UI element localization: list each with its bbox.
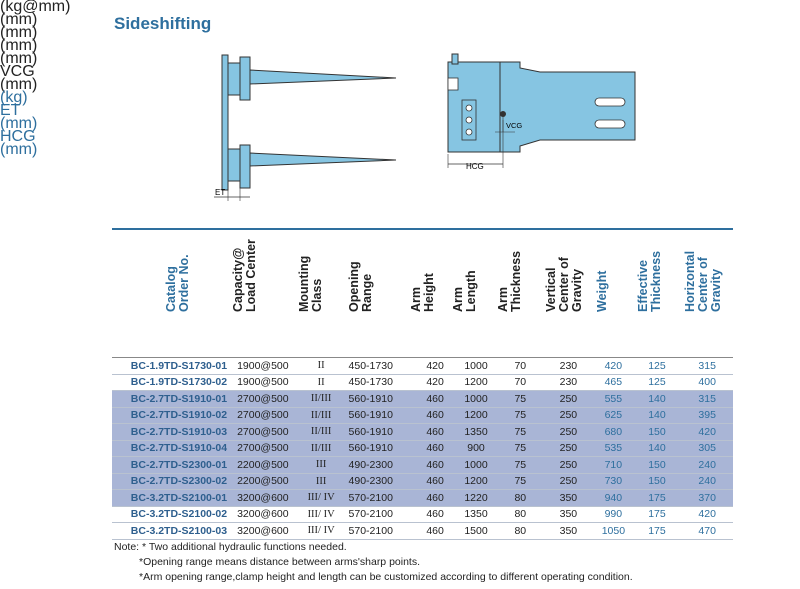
cell-hcg: 470 <box>681 523 733 540</box>
cell-et: 150 <box>633 473 682 490</box>
cell-height: 460 <box>416 490 454 507</box>
column-unit: (mm) <box>0 11 38 28</box>
cell-capacity: 2700@500 <box>231 407 302 424</box>
cell-vcg: 250 <box>543 440 595 457</box>
column-header-label: Effective Thickness <box>636 250 663 312</box>
vcg-dimension-label: VCG <box>506 121 523 130</box>
side-view-drawing <box>440 50 645 175</box>
column-unit: (kg@mm) <box>0 0 71 15</box>
page-title: Sideshifting <box>114 14 212 33</box>
cell-capacity: 1900@500 <box>231 374 302 391</box>
column-header-label: Arm Height <box>409 273 436 312</box>
cell-vcg: 250 <box>543 391 595 408</box>
cell-et: 175 <box>633 506 682 523</box>
hcg-dimension-label: HCG <box>466 162 484 171</box>
cell-class: III <box>302 473 341 490</box>
cell-thickness: 75 <box>498 424 543 441</box>
column-unit: ET (mm) <box>0 102 38 132</box>
cell-weight: 940 <box>594 490 632 507</box>
cell-catalog: BC-2.7TD-S1910-01 <box>112 391 231 408</box>
cell-thickness: 80 <box>498 506 543 523</box>
cell-range: 450-1730 <box>341 358 417 375</box>
note-line: *Arm opening range,clamp height and length can be customized according to different operating condition. <box>139 571 633 583</box>
cell-et: 140 <box>633 440 682 457</box>
cell-range: 450-1730 <box>341 374 417 391</box>
cell-class: II/III <box>302 424 341 441</box>
column-unit: (kg) <box>0 89 28 106</box>
cell-capacity: 2700@500 <box>231 424 302 441</box>
cell-hcg: 315 <box>681 391 733 408</box>
column-header-label: Arm Length <box>451 270 478 312</box>
column-header <box>409 232 436 350</box>
note-line: *Opening range means distance between arms'sharp points. <box>139 556 421 568</box>
cell-capacity: 2200@500 <box>231 473 302 490</box>
cell-class: II/III <box>302 407 341 424</box>
cell-et: 175 <box>633 523 682 540</box>
cell-length: 1000 <box>454 457 498 474</box>
table-row <box>112 374 733 391</box>
spec-table <box>112 357 733 540</box>
table-row <box>112 440 733 457</box>
cell-class: III <box>302 457 341 474</box>
cell-weight: 555 <box>594 391 632 408</box>
table-row <box>112 473 733 490</box>
column-unit: HCG (mm) <box>0 128 38 158</box>
column-header-label: Weight <box>595 270 609 312</box>
table-row <box>112 358 733 375</box>
cell-weight: 1050 <box>594 523 632 540</box>
cell-capacity: 3200@600 <box>231 490 302 507</box>
cell-thickness: 70 <box>498 358 543 375</box>
cell-hcg: 315 <box>681 358 733 375</box>
table-row <box>112 407 733 424</box>
column-header-label: Arm Thickness <box>496 250 523 312</box>
cell-range: 560-1910 <box>341 391 417 408</box>
cell-vcg: 230 <box>543 374 595 391</box>
cell-vcg: 250 <box>543 457 595 474</box>
cell-catalog: BC-2.7TD-S2300-02 <box>112 473 231 490</box>
cell-range: 560-1910 <box>341 407 417 424</box>
cell-et: 125 <box>633 358 682 375</box>
cell-hcg: 400 <box>681 374 733 391</box>
cell-weight: 420 <box>594 358 632 375</box>
column-header <box>496 232 523 350</box>
column-header-label: Capacity@ Load Center <box>231 239 258 312</box>
cell-height: 460 <box>416 473 454 490</box>
cell-weight: 535 <box>594 440 632 457</box>
column-unit: (mm) <box>0 50 38 67</box>
cell-length: 1000 <box>454 391 498 408</box>
cell-et: 140 <box>633 391 682 408</box>
cell-class: II <box>302 374 341 391</box>
column-unit: (mm) <box>0 37 38 54</box>
column-header <box>347 232 374 350</box>
cell-catalog: BC-2.7TD-S1910-03 <box>112 424 231 441</box>
cell-hcg: 420 <box>681 424 733 441</box>
cell-length: 1220 <box>454 490 498 507</box>
cell-class: III/ IV <box>302 506 341 523</box>
column-header <box>451 232 478 350</box>
cell-vcg: 350 <box>543 523 595 540</box>
column-header <box>683 232 723 350</box>
cell-hcg: 395 <box>681 407 733 424</box>
cell-capacity: 3200@600 <box>231 506 302 523</box>
cell-length: 1200 <box>454 407 498 424</box>
cell-weight: 465 <box>594 374 632 391</box>
cell-weight: 710 <box>594 457 632 474</box>
cell-thickness: 75 <box>498 407 543 424</box>
cell-class: II <box>302 358 341 375</box>
column-header <box>164 232 191 350</box>
cell-length: 1200 <box>454 374 498 391</box>
cell-thickness: 80 <box>498 523 543 540</box>
table-row <box>112 523 733 540</box>
cell-capacity: 3200@600 <box>231 523 302 540</box>
column-header <box>231 232 258 350</box>
cell-thickness: 80 <box>498 490 543 507</box>
cell-class: III/ IV <box>302 490 341 507</box>
cell-weight: 625 <box>594 407 632 424</box>
table-row <box>112 457 733 474</box>
cell-hcg: 420 <box>681 506 733 523</box>
cell-et: 125 <box>633 374 682 391</box>
cell-weight: 990 <box>594 506 632 523</box>
cell-height: 460 <box>416 506 454 523</box>
cell-vcg: 350 <box>543 506 595 523</box>
cell-height: 420 <box>416 358 454 375</box>
cell-range: 560-1910 <box>341 440 417 457</box>
cell-range: 490-2300 <box>341 473 417 490</box>
cell-catalog: BC-2.7TD-S1910-04 <box>112 440 231 457</box>
cell-range: 570-2100 <box>341 506 417 523</box>
cell-catalog: BC-2.7TD-S1910-02 <box>112 407 231 424</box>
column-header <box>636 232 663 350</box>
cell-et: 140 <box>633 407 682 424</box>
cell-et: 150 <box>633 457 682 474</box>
column-unit: VCG (mm) <box>0 63 38 93</box>
table-row <box>112 424 733 441</box>
table-row <box>112 506 733 523</box>
cell-height: 460 <box>416 407 454 424</box>
table-row <box>112 490 733 507</box>
cell-weight: 730 <box>594 473 632 490</box>
cell-height: 460 <box>416 440 454 457</box>
cell-catalog: BC-3.2TD-S2100-03 <box>112 523 231 540</box>
cell-hcg: 305 <box>681 440 733 457</box>
cell-length: 1000 <box>454 358 498 375</box>
cell-capacity: 2700@500 <box>231 440 302 457</box>
cell-thickness: 75 <box>498 473 543 490</box>
table-top-rule <box>112 228 733 230</box>
cell-catalog: BC-3.2TD-S2100-01 <box>112 490 231 507</box>
cell-hcg: 240 <box>681 473 733 490</box>
cell-vcg: 250 <box>543 424 595 441</box>
cell-length: 1350 <box>454 424 498 441</box>
note-line: Note: * Two additional hydraulic functions needed. <box>114 541 347 553</box>
column-header <box>595 232 609 350</box>
cell-vcg: 350 <box>543 490 595 507</box>
column-header-label: Opening Range <box>347 261 374 312</box>
column-header <box>544 232 584 350</box>
cell-catalog: BC-1.9TD-S1730-02 <box>112 374 231 391</box>
cell-height: 460 <box>416 391 454 408</box>
column-header-label: Mounting Class <box>297 255 324 312</box>
cell-vcg: 250 <box>543 407 595 424</box>
cell-vcg: 250 <box>543 473 595 490</box>
cell-length: 900 <box>454 440 498 457</box>
column-header-label: Horizontal Center of Gravity <box>683 250 723 312</box>
cell-vcg: 230 <box>543 358 595 375</box>
cell-et: 175 <box>633 490 682 507</box>
cell-catalog: BC-3.2TD-S2100-02 <box>112 506 231 523</box>
table-row <box>112 391 733 408</box>
cell-thickness: 75 <box>498 440 543 457</box>
top-view-drawing <box>200 45 410 205</box>
cell-length: 1500 <box>454 523 498 540</box>
cell-height: 460 <box>416 523 454 540</box>
cell-range: 560-1910 <box>341 424 417 441</box>
cell-capacity: 2700@500 <box>231 391 302 408</box>
cell-height: 460 <box>416 424 454 441</box>
cell-thickness: 70 <box>498 374 543 391</box>
cell-class: III/ IV <box>302 523 341 540</box>
column-header <box>297 232 324 350</box>
column-unit: (mm) <box>0 24 38 41</box>
notes <box>114 540 633 585</box>
cell-height: 460 <box>416 457 454 474</box>
cell-catalog: BC-1.9TD-S1730-01 <box>112 358 231 375</box>
cell-catalog: BC-2.7TD-S2300-01 <box>112 457 231 474</box>
cell-capacity: 2200@500 <box>231 457 302 474</box>
cell-class: II/III <box>302 391 341 408</box>
cell-weight: 680 <box>594 424 632 441</box>
cell-class: II/III <box>302 440 341 457</box>
cell-length: 1200 <box>454 473 498 490</box>
cell-thickness: 75 <box>498 391 543 408</box>
cell-height: 420 <box>416 374 454 391</box>
cell-range: 570-2100 <box>341 490 417 507</box>
cell-capacity: 1900@500 <box>231 358 302 375</box>
column-header-label: Catalog Order No. <box>164 254 191 312</box>
cell-thickness: 75 <box>498 457 543 474</box>
cell-hcg: 240 <box>681 457 733 474</box>
et-dimension-label: ET <box>215 188 226 197</box>
cell-range: 490-2300 <box>341 457 417 474</box>
cell-range: 570-2100 <box>341 523 417 540</box>
cell-hcg: 370 <box>681 490 733 507</box>
column-header-label: Vertical Center of Gravity <box>544 257 584 312</box>
cell-length: 1350 <box>454 506 498 523</box>
cell-et: 150 <box>633 424 682 441</box>
